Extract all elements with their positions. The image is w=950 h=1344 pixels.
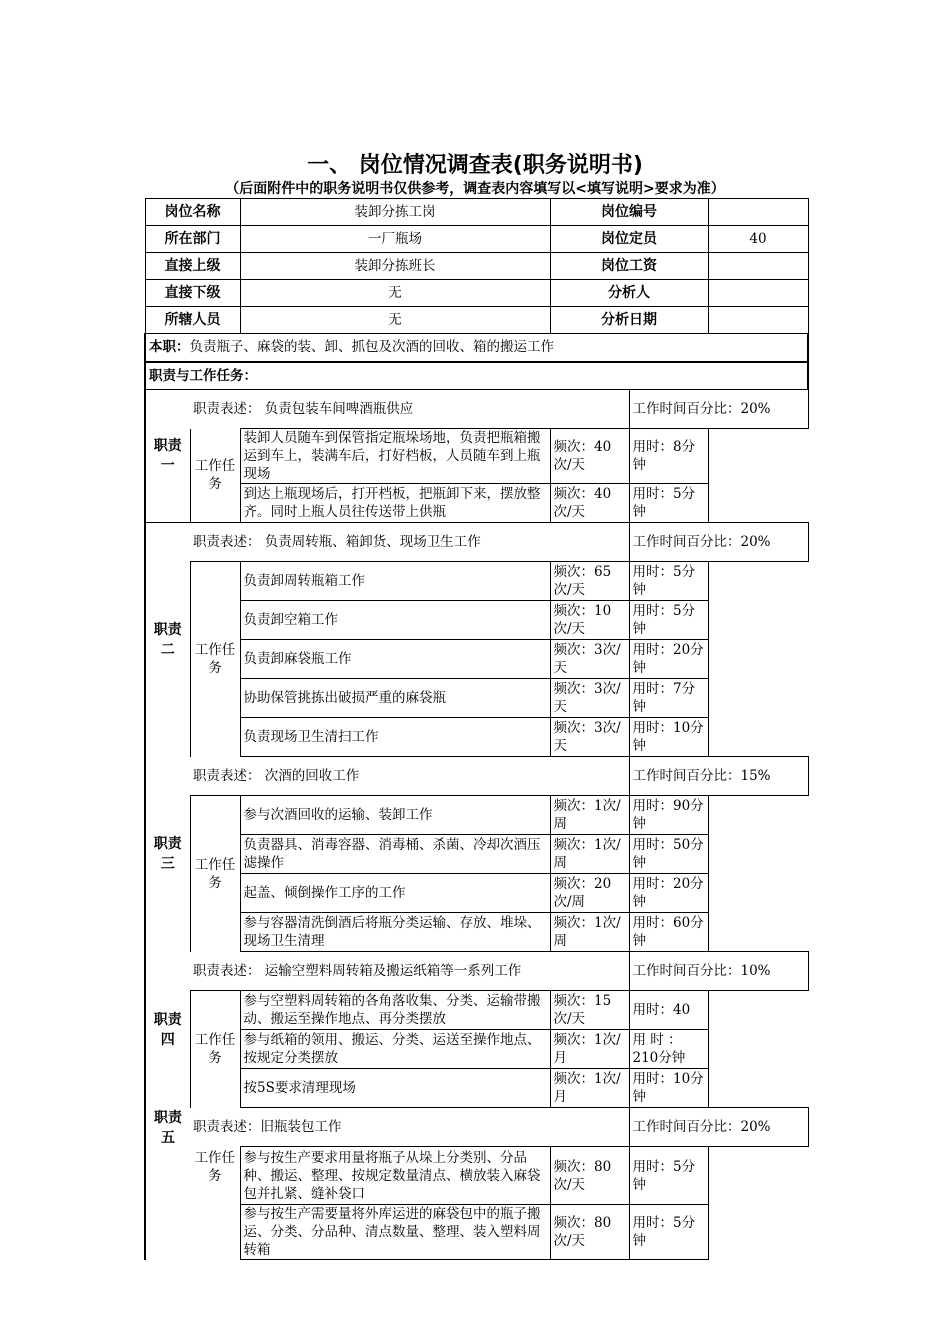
task-text: 协助保管挑拣出破损严重的麻袋瓶	[240, 679, 550, 718]
analyst-label: 分析人	[550, 280, 708, 307]
duty-4-name: 职责四	[145, 952, 190, 1108]
task-row	[145, 835, 808, 874]
dept-value: 一厂瓶场	[240, 226, 550, 253]
managed-value: 无	[240, 307, 550, 334]
task-time: 用时：8分钟	[629, 429, 708, 484]
duty-summary-row	[145, 334, 808, 362]
task-text: 起盖、倾倒操作工序的工作	[240, 874, 550, 913]
task-time: 用时：20分钟	[629, 874, 708, 913]
task-text: 负责器具、消毒容器、消毒桶、杀菌、冷却次酒压滤操作	[240, 835, 550, 874]
subordinate-value: 无	[240, 280, 550, 307]
task-row	[145, 1147, 808, 1205]
task-text: 按5S要求清理现场	[240, 1069, 550, 1108]
tasks-heading-row	[145, 362, 808, 390]
header-row	[145, 226, 808, 253]
managed-label: 所辖人员	[145, 307, 240, 334]
analyst-value	[708, 280, 808, 307]
superior-value: 装卸分拣班长	[240, 253, 550, 280]
superior-label: 直接上级	[145, 253, 240, 280]
task-text: 参与按生产要求用量将瓶子从垛上分类别、分品种、搬运、整理、按规定数量清点、横放装入麻袋包并扎紧、缝补袋口	[240, 1147, 550, 1205]
task-row	[145, 718, 808, 757]
task-row	[145, 562, 808, 601]
duty-2-statement: 职责表述： 负责周转瓶、箱卸货、现场卫生工作	[190, 523, 629, 562]
task-text: 参与次酒回收的运输、装卸工作	[240, 796, 550, 835]
task-row	[145, 601, 808, 640]
duty-3-statement: 职责表述： 次酒的回收工作	[193, 768, 360, 784]
header-row	[145, 199, 808, 226]
page-title: 一、 岗位情况调查表(职务说明书)	[307, 153, 643, 178]
task-text: 参与容器清洗倒酒后将瓶分类运输、存放、堆垛、现场卫生清理	[240, 913, 550, 952]
salary-value	[708, 253, 808, 280]
post-name-label: 岗位名称	[145, 199, 240, 226]
duty-5-statement: 职责表述：旧瓶装包工作	[193, 1119, 342, 1135]
post-name-value: 装卸分拣工岗	[240, 199, 550, 226]
duty-4-statement: 职责表述： 运输空塑料周转箱及搬运纸箱等一系列工作	[193, 963, 522, 979]
duty-2-name: 职责二	[145, 523, 190, 757]
task-label: 工作任务	[194, 1149, 235, 1184]
task-label: 工作任务	[190, 429, 240, 523]
task-row	[145, 1030, 808, 1069]
task-frequency: 频次：15次/天	[550, 991, 629, 1030]
duty-1-name: 职责一	[145, 390, 190, 523]
task-time: 用时：20分钟	[629, 640, 708, 679]
duty-5-percent: 工作时间百分比：20%	[629, 1108, 808, 1147]
task-time: 用时：5分钟	[629, 562, 708, 601]
duty-statement-row	[145, 523, 808, 562]
duty-4-percent: 工作时间百分比：10%	[629, 952, 808, 991]
task-time: 用时：60分钟	[629, 913, 708, 952]
task-time: 用时：10分钟	[629, 1069, 708, 1108]
task-frequency: 频次：10次/天	[550, 601, 629, 640]
task-label: 工作任务	[190, 991, 240, 1108]
task-text: 到达上瓶现场后，打开档板，把瓶卸下来，摆放整齐。同时上瓶人员往传送带上供瓶	[240, 484, 550, 523]
task-frequency: 频次：3次/天	[550, 679, 629, 718]
header-row	[145, 307, 808, 334]
task-row	[145, 640, 808, 679]
duty-3-name: 职责三	[145, 757, 190, 952]
task-time: 用时：5分钟	[629, 1147, 708, 1205]
task-text: 负责卸麻袋瓶工作	[240, 640, 550, 679]
job-description-table	[144, 198, 809, 1260]
task-time: 用时：10分钟	[629, 718, 708, 757]
task-frequency: 频次：20次/周	[550, 874, 629, 913]
task-row	[145, 913, 808, 952]
task-text: 装卸人员随车到保管指定瓶垛场地，负责把瓶箱搬运到车上，装满车后，打好档板，人员随车到上瓶现场	[240, 429, 550, 484]
task-text: 参与纸箱的领用、搬运、分类、运送至操作地点、按规定分类摆放	[240, 1030, 550, 1069]
date-label: 分析日期	[550, 307, 708, 334]
task-time: 用时：90分钟	[629, 796, 708, 835]
task-frequency: 频次：1次/月	[550, 1069, 629, 1108]
task-text: 参与按生产需要量将外库运进的麻袋包中的瓶子搬运、分类、分品种、清点数量、整理、装入塑料周转箱	[240, 1205, 550, 1260]
tasks-heading: 职责与工作任务：	[149, 367, 257, 384]
task-frequency: 频次：40次/天	[550, 429, 629, 484]
header-row	[145, 280, 808, 307]
task-frequency: 频次：1次/月	[550, 1030, 629, 1069]
dept-label: 所在部门	[145, 226, 240, 253]
staff-label: 岗位定员	[550, 226, 708, 253]
staff-value: 40	[708, 226, 808, 253]
task-frequency: 频次：1次/周	[550, 913, 629, 952]
task-time: 用时：7分钟	[629, 679, 708, 718]
task-row	[145, 874, 808, 913]
task-text: 负责卸空箱工作	[240, 601, 550, 640]
task-time: 用时：5分钟	[629, 1205, 708, 1260]
task-text: 负责卸周转瓶箱工作	[240, 562, 550, 601]
duty-1-percent: 工作时间百分比：20%	[629, 390, 808, 429]
task-label: 工作任务	[190, 796, 240, 952]
task-row	[145, 484, 808, 523]
task-time: 用时：5分钟	[629, 601, 708, 640]
duty-3-percent: 工作时间百分比：15%	[629, 757, 808, 796]
task-text: 参与空塑料周转箱的各角落收集、分类、运输带搬动、搬运至操作地点、再分类摆放	[240, 991, 550, 1030]
duty-summary-label: 本职：	[149, 339, 190, 356]
task-frequency: 频次：3次/天	[550, 718, 629, 757]
task-row	[145, 1205, 808, 1260]
task-frequency: 频次：3次/天	[550, 640, 629, 679]
duty-statement-row	[145, 757, 808, 796]
task-time: 用时：5分钟	[629, 484, 708, 523]
duty-summary-text: 负责瓶子、麻袋的装、卸、抓包及次酒的回收、箱的搬运工作	[189, 339, 554, 356]
task-time: 用时：50分钟	[629, 835, 708, 874]
task-frequency: 频次：80次/天	[550, 1205, 629, 1260]
duty-statement-row	[145, 1108, 808, 1147]
task-frequency: 频次：1次/周	[550, 835, 629, 874]
duty-5-name: 职责五	[145, 1108, 190, 1260]
page-subtitle: （后面附件中的职务说明书仅供参考，调查表内容填写以<填写说明>要求为准）	[225, 181, 725, 197]
task-time: 用 时 ：210分钟	[629, 1030, 708, 1069]
header-row	[145, 253, 808, 280]
duty-2-percent: 工作时间百分比：20%	[629, 523, 808, 562]
task-text: 负责现场卫生清扫工作	[240, 718, 550, 757]
post-no-value	[708, 199, 808, 226]
task-row	[145, 679, 808, 718]
task-frequency: 频次：80次/天	[550, 1147, 629, 1205]
task-frequency: 频次：65次/天	[550, 562, 629, 601]
date-value	[708, 307, 808, 334]
duty-1-statement: 职责表述： 负责包装车间啤酒瓶供应	[193, 401, 414, 417]
duty-statement-row	[145, 390, 808, 429]
task-row	[145, 1069, 808, 1108]
task-row	[145, 796, 808, 835]
task-frequency: 频次：40次/天	[550, 484, 629, 523]
task-label: 工作任务	[190, 562, 240, 757]
task-row	[145, 429, 808, 484]
subordinate-label: 直接下级	[145, 280, 240, 307]
post-no-label: 岗位编号	[550, 199, 708, 226]
task-time: 用时：40	[629, 991, 708, 1030]
salary-label: 岗位工资	[550, 253, 708, 280]
task-frequency: 频次：1次/周	[550, 796, 629, 835]
duty-statement-row	[145, 952, 808, 991]
task-row	[145, 991, 808, 1030]
